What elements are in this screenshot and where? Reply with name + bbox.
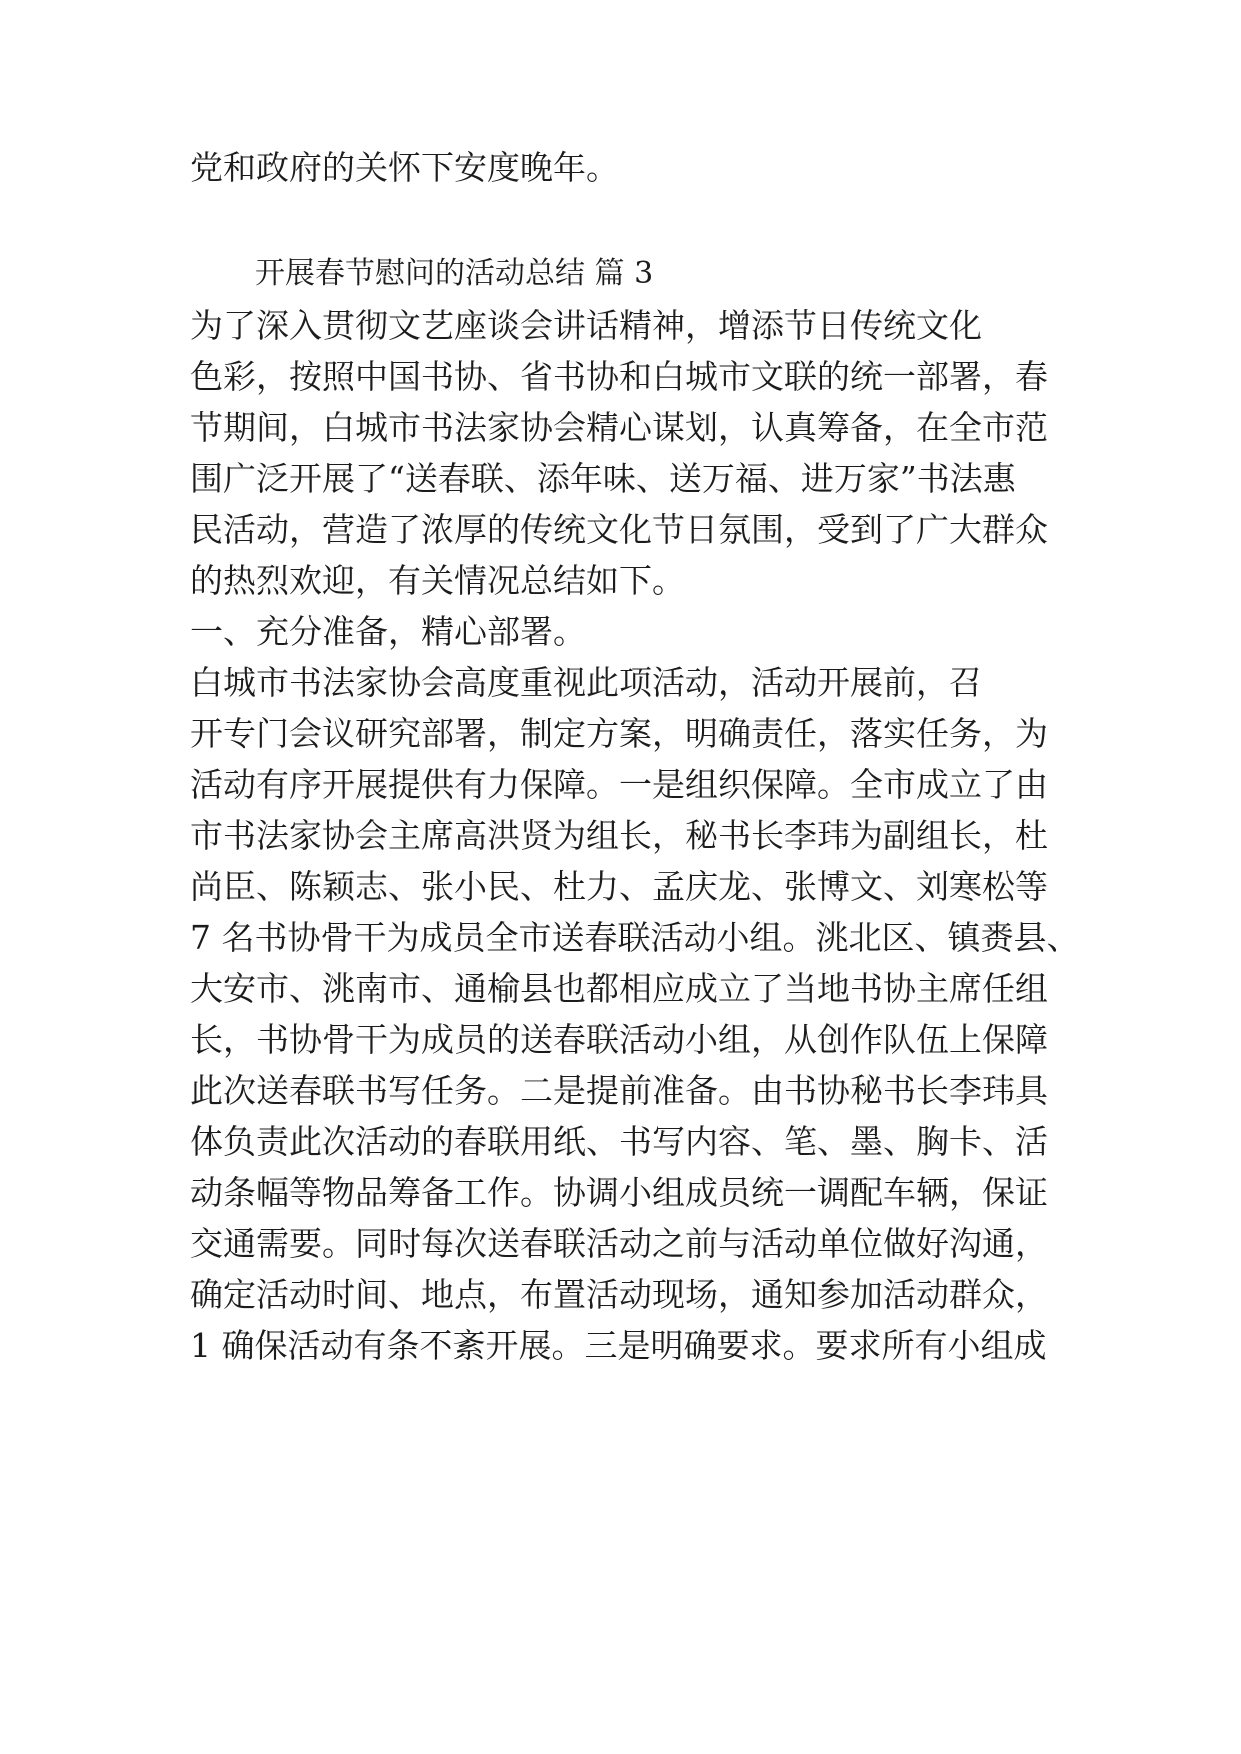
body-line: 交通需要。同时每次送春联活动之前与活动单位做好沟通， (190, 1224, 1048, 1263)
section-title: 开展春节慰问的活动总结 篇 3 (255, 256, 654, 291)
body-line: 动条幅等物品筹备工作。协调小组成员统一调配车辆，保证 (190, 1173, 1048, 1212)
section-heading: 一、充分准备，精心部署。 (190, 612, 586, 651)
body-line: 节期间，白城市书法家协会精心谋划，认真筹备，在全市范 (190, 408, 1048, 447)
body-line: 民活动，营造了浓厚的传统文化节日氛围，受到了广大群众 (190, 510, 1048, 549)
body-line: 7 名书协骨干为成员全市送春联活动小组。洮北区、镇赉县、 (190, 918, 1080, 957)
body-line: 色彩，按照中国书协、省书协和白城市文联的统一部署，春 (190, 357, 1048, 396)
body-line: 的热烈欢迎，有关情况总结如下。 (190, 561, 685, 600)
body-line: 1 确保活动有条不紊开展。三是明确要求。要求所有小组成 (190, 1326, 1047, 1365)
body-line: 尚臣、陈颖志、张小民、杜力、孟庆龙、张博文、刘寒松等 (190, 867, 1048, 906)
body-line: 为了深入贯彻文艺座谈会讲话精神，增添节日传统文化 (190, 306, 982, 345)
body-line: 活动有序开展提供有力保障。一是组织保障。全市成立了由 (190, 765, 1048, 804)
body-line: 此次送春联书写任务。二是提前准备。由书协秘书长李玮具 (190, 1071, 1048, 1110)
body-line: 长，书协骨干为成员的送春联活动小组，从创作队伍上保障 (190, 1020, 1048, 1059)
body-line: 围广泛开展了“送春联、添年味、送万福、进万家”书法惠 (190, 459, 1016, 498)
body-line: 体负责此次活动的春联用纸、书写内容、笔、墨、胸卡、活 (190, 1122, 1048, 1161)
opening-line: 党和政府的关怀下安度晚年。 (190, 148, 619, 187)
body-line: 确定活动时间、地点，布置活动现场，通知参加活动群众， (190, 1275, 1048, 1314)
body-line: 市书法家协会主席高洪贤为组长，秘书长李玮为副组长，杜 (190, 816, 1048, 855)
body-line: 开专门会议研究部署，制定方案，明确责任，落实任务，为 (190, 714, 1048, 753)
body-line: 大安市、洮南市、通榆县也都相应成立了当地书协主席任组 (190, 969, 1048, 1008)
body-line: 白城市书法家协会高度重视此项活动，活动开展前，召 (190, 663, 982, 702)
